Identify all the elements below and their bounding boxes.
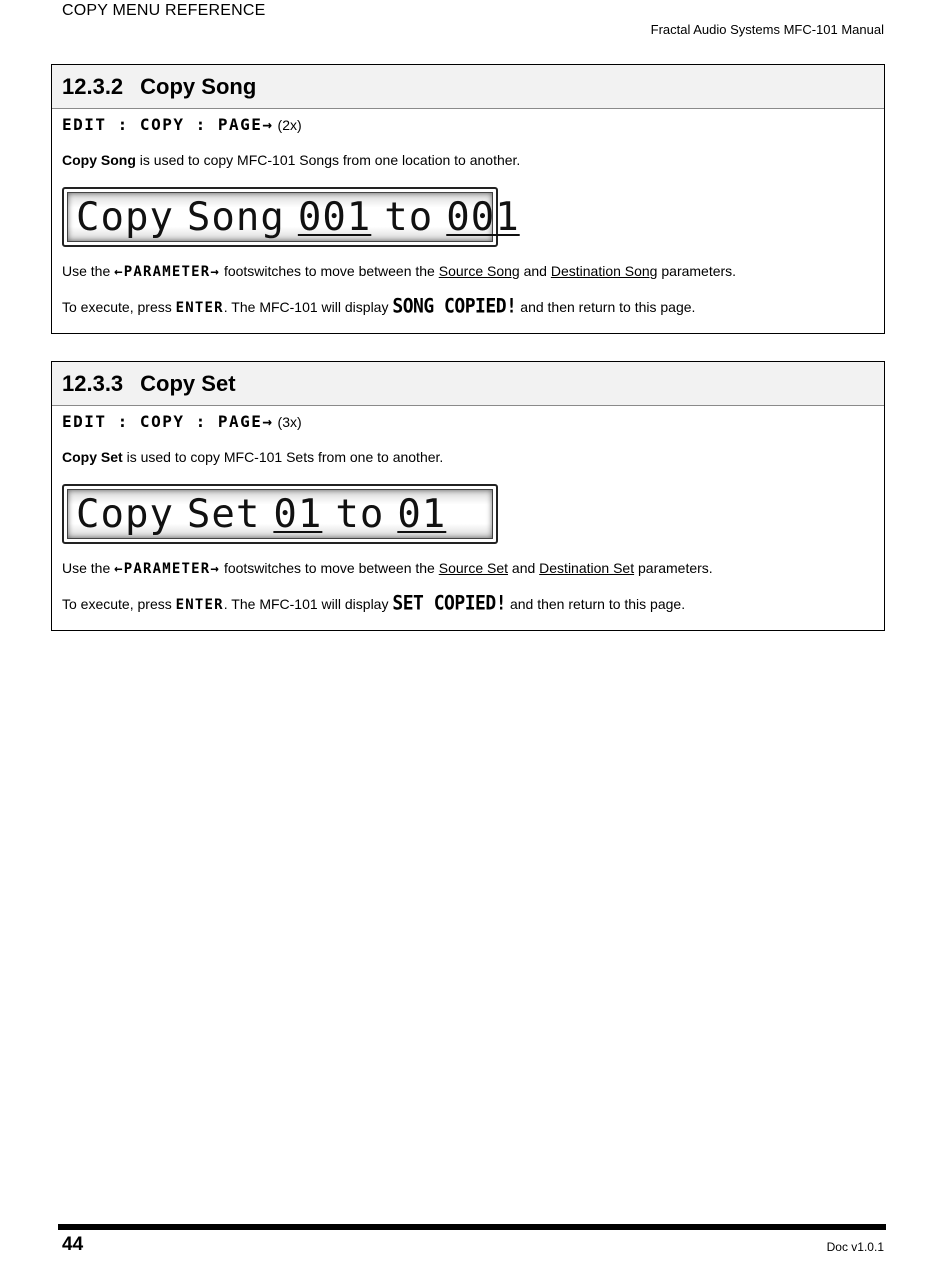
lcd-word: to [384, 194, 434, 240]
menu-path [62, 115, 884, 134]
destination-song-param: Destination Song [550, 263, 658, 279]
section-number: 12.3.3 [62, 370, 124, 396]
footer-rule [58, 1224, 886, 1230]
exec-end: and then return to this page. [506, 596, 686, 612]
menu-path [62, 412, 884, 431]
intro-paragraph [62, 152, 884, 168]
nav-end: parameters. [634, 560, 713, 576]
nav-and: and [519, 263, 551, 279]
menu-path-suffix: (2x) [277, 116, 302, 133]
intro-bold: Copy Song [62, 152, 136, 168]
chapter-title: COPY MENU REFERENCE [62, 2, 266, 19]
enter-keyword: ENTER [175, 300, 224, 316]
section-heading [52, 65, 884, 109]
nav-mid: footswitches to move between the [220, 560, 439, 576]
lcd-word: Copy [76, 194, 174, 240]
intro-paragraph [62, 449, 884, 465]
section-title: Copy Song [140, 73, 257, 99]
section-number: 12.3.2 [62, 73, 124, 99]
lcd-display [62, 187, 520, 247]
navigation-paragraph [62, 560, 884, 577]
parameter-keyword: ←PARAMETER→ [114, 264, 221, 280]
intro-bold: Copy Set [62, 449, 123, 465]
copied-message: SONG COPIED! [392, 294, 517, 319]
manual-title: Fractal Audio Systems MFC-101 Manual [650, 22, 884, 37]
lcd-screen [67, 489, 493, 539]
section-heading [52, 362, 884, 406]
menu-path-text: EDIT : COPY : PAGE→ [62, 115, 274, 134]
exec-mid: . The MFC-101 will display [223, 596, 393, 612]
navigation-paragraph [62, 263, 884, 280]
lcd-source-value: 01 [273, 491, 323, 537]
nav-end: parameters. [657, 263, 737, 279]
section-copy-set [51, 361, 885, 631]
nav-prefix: Use the [62, 263, 115, 279]
lcd-display [62, 484, 498, 544]
lcd-word: Copy [76, 491, 174, 537]
menu-path-text: EDIT : COPY : PAGE→ [62, 412, 274, 431]
source-song-param: Source Song [438, 263, 520, 279]
exec-end: and then return to this page. [516, 299, 696, 315]
lcd-word: Set [186, 491, 261, 537]
enter-keyword: ENTER [175, 597, 224, 613]
lcd-source-value: 001 [297, 194, 372, 240]
exec-mid: . The MFC-101 will display [223, 299, 393, 315]
nav-and: and [508, 560, 540, 576]
source-set-param: Source Set [438, 560, 509, 576]
exec-prefix: To execute, press [62, 596, 176, 612]
execute-paragraph [62, 296, 884, 317]
section-title: Copy Set [140, 370, 236, 396]
lcd-word: to [335, 491, 385, 537]
intro-text: is used to copy MFC-101 Sets from one to another. [122, 449, 444, 465]
parameter-keyword: ←PARAMETER→ [114, 561, 221, 577]
lcd-word: Song [186, 194, 285, 240]
nav-prefix: Use the [62, 560, 115, 576]
destination-set-param: Destination Set [539, 560, 635, 576]
nav-mid: footswitches to move between the [220, 263, 439, 279]
exec-prefix: To execute, press [62, 299, 176, 315]
lcd-destination-value: 001 [446, 194, 520, 240]
execute-paragraph [62, 593, 884, 614]
page-number: 44 [62, 1234, 84, 1255]
lcd-destination-value: 01 [397, 491, 447, 537]
menu-path-suffix: (3x) [277, 413, 302, 430]
lcd-screen [67, 192, 520, 242]
doc-version: Doc v1.0.1 [826, 1240, 884, 1254]
section-copy-song [51, 64, 885, 334]
copied-message: SET COPIED! [392, 591, 507, 616]
intro-text: is used to copy MFC-101 Songs from one location to another. [135, 152, 521, 168]
